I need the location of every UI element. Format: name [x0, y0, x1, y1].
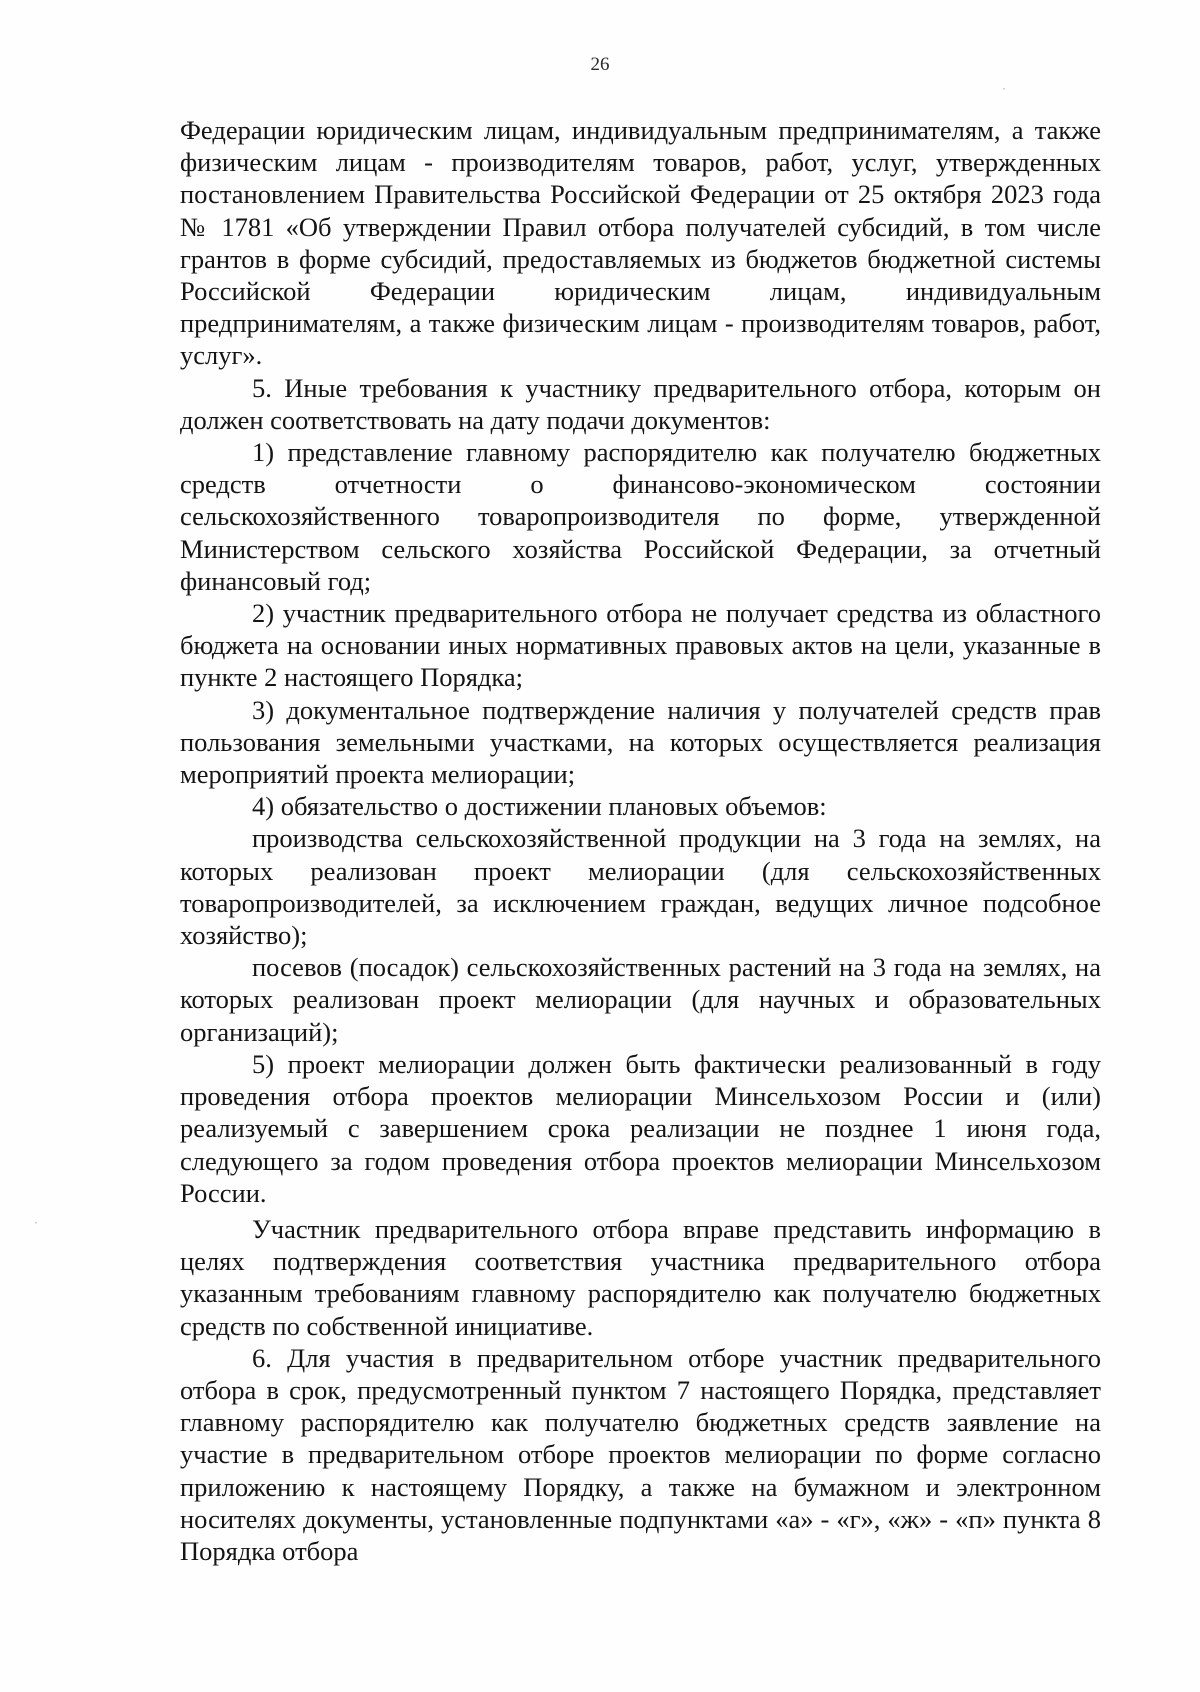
paragraph-production-volumes: производства сельскохозяйственной продукции на 3 года на землях, на которых реализован проект мелиорации (для сельскохозяйственных товаропроизводителей, за исключением граждан, ведущих личное подсобное хозяйство); [180, 823, 1101, 951]
paragraph-subitem-2: 2) участник предварительного отбора не получает средства из областного бюджета на основании иных нормативных правовых актов на цели, указанные в пункте 2 настоящего Порядка; [180, 598, 1101, 693]
scan-speck: · [34, 1216, 38, 1230]
page-number: 26 [590, 54, 610, 75]
paragraph-item-5: 5. Иные требования к участнику предварительного отбора, которым он должен соответствовать на дату подачи документов: [180, 372, 1101, 435]
paragraph-item-6: 6. Для участия в предварительном отборе участник предварительного отбора в срок, предусмотренный пунктом 7 настоящего Порядка, представляет главному распорядителю как получателю бюджетных средств заявление на участие в предварительном отборе проектов мелиорации по форме согласно приложению к настоящему Порядку, а также на бумажном и электронном носителях документы, установленные подпунктами «а» - «г», «ж» - «п» пункта 8 Порядка отбора [180, 1342, 1101, 1566]
paragraph-subitem-3: 3) документальное подтверждение наличия у получателей средств прав пользования земельными участками, на которых осуществляется реализация мероприятий проекта мелиорации; [180, 694, 1101, 790]
paragraph-subitem-1: 1) представление главному распорядителю как получателю бюджетных средств отчетности о финансово-экономическом состоянии сельскохозяйственного товаропроизводителя по форме, утвержденной Министерством сельского хозяйства Российской Федерации, за отчетный финансовый год; [180, 437, 1101, 596]
paragraph-subitem-5: 5) проект мелиорации должен быть фактически реализованный в году проведения отбора проектов мелиорации Минсельхозом России и (или) реализуемый с завершением срока реализации не позднее 1 июня года, следующего за годом проведения отбора проектов мелиорации Минсельхозом России. [180, 1048, 1101, 1208]
paragraph-continuation: Федерации юридическим лицам, индивидуальным предпринимателям, а также физическим лицам - производителям товаров, работ, услуг, утвержденных постановлением Правительства Российской Федерации от 25 октября 2023 года № 1781 «Об утверждении Правил отбора получателей субсидий, в том числе грантов в форме субсидий, предоставляемых из бюджетов бюджетной системы Российской Федерации юридическим лицам, индивидуальным предпринимателям, а также физическим лицам - производителям товаров, работ, услуг». [180, 115, 1101, 371]
document-body [180, 114, 1101, 1567]
paragraph-sowing-volumes: посевов (посадок) сельскохозяйственных растений на 3 года на землях, на которых реализован проект мелиорации (для научных и образовательных организаций); [180, 952, 1101, 1047]
scan-speck: · [1002, 82, 1006, 96]
paragraph-participant-right: Участник предварительного отбора вправе представить информацию в целях подтверждения соответствия участника предварительного отбора указанным требованиям главному распорядителю как получателю бюджетных средств по собственной инициативе. [180, 1213, 1101, 1341]
paragraph-subitem-4: 4) обязательство о достижении плановых объемов: [252, 791, 827, 822]
